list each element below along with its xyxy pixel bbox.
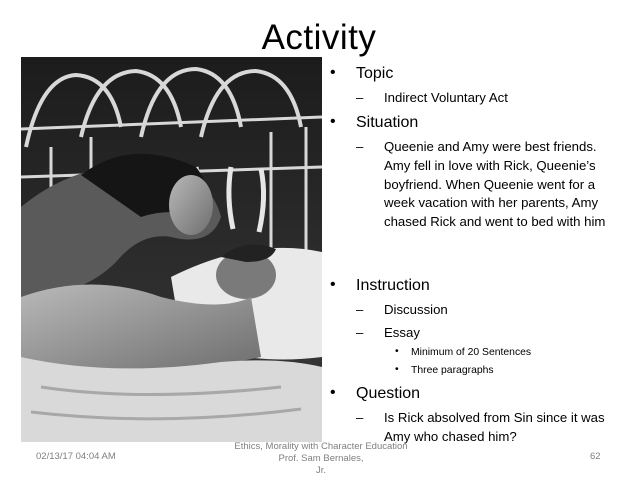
bullet-icon: • xyxy=(330,384,336,401)
bullet-icon: • xyxy=(395,346,399,357)
dash-icon: – xyxy=(356,325,364,340)
sub-sub-bullet-text: Three paragraphs xyxy=(411,365,494,376)
bullet-icon: • xyxy=(330,276,336,293)
bullet-label: Situation xyxy=(356,114,419,131)
bullet-label: Instruction xyxy=(356,277,430,294)
footer-author: Prof. Sam Bernales, xyxy=(278,453,364,464)
black-and-white-photo xyxy=(21,57,322,442)
dash-icon: – xyxy=(356,302,364,317)
bullet-label: Question xyxy=(356,385,421,402)
dash-icon: – xyxy=(356,410,364,425)
sub-sub-bullet-text: Minimum of 20 Sentences xyxy=(411,347,532,358)
sub-bullet-text: Is Rick absolved from Sin since it was Amy who chased him? xyxy=(384,410,605,444)
slide-title: Activity xyxy=(261,18,377,57)
bullet-icon: • xyxy=(330,113,336,130)
sub-bullet-text: Indirect Voluntary Act xyxy=(384,90,508,105)
sub-bullet-text: Essay xyxy=(384,325,420,340)
footer-course xyxy=(216,441,426,477)
bullet-icon: • xyxy=(330,64,336,81)
footer-author-suffix: Jr. xyxy=(315,465,327,476)
footer-page-number: 62 xyxy=(590,451,601,462)
dash-icon: – xyxy=(356,90,364,105)
photo-illustration xyxy=(21,57,322,442)
footer-course-title: Ethics, Morality with Character Education xyxy=(234,441,408,452)
footer-date: 02/13/17 04:04 AM xyxy=(36,451,116,462)
sub-bullet-text: Queenie and Amy were best friends. Amy fell in love with Rick, Queenie’s boyfriend. When Queenie went for a week vacation with her parents, Amy chased Rick and went to bed with him xyxy=(384,139,606,230)
dash-icon: – xyxy=(356,139,364,154)
sub-bullet-text: Discussion xyxy=(384,302,448,317)
bullet-label: Topic xyxy=(356,65,394,82)
bullet-icon: • xyxy=(395,364,399,375)
